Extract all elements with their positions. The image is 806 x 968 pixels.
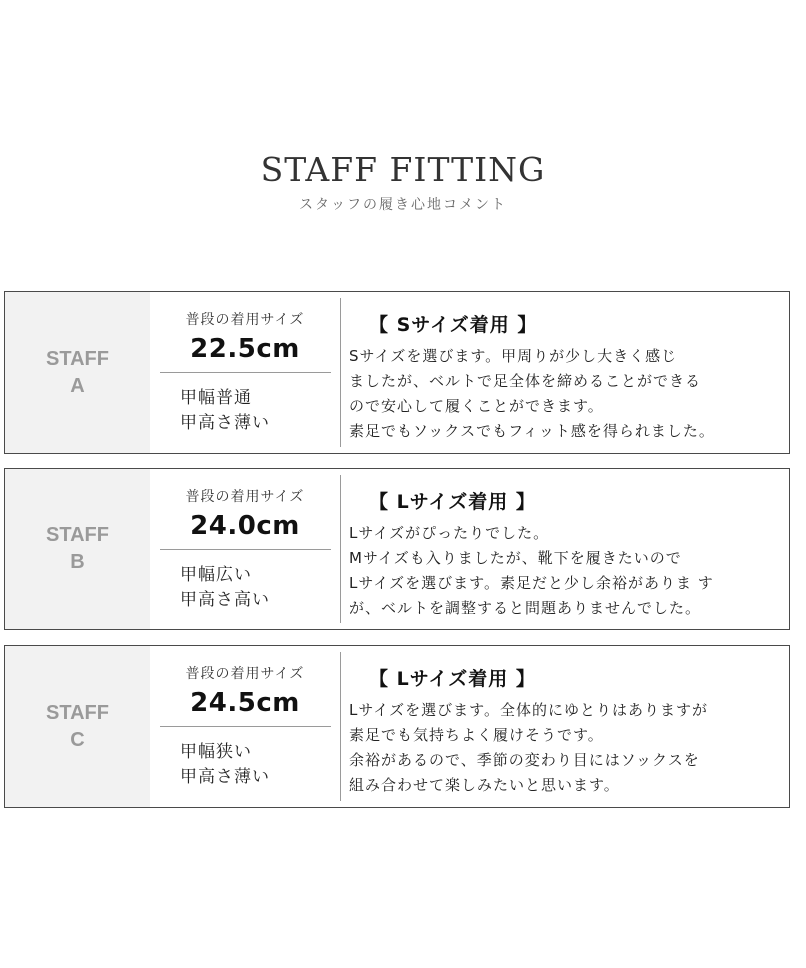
comment-body — [349, 521, 785, 621]
size-info — [150, 292, 340, 453]
comment-body — [349, 698, 785, 798]
page-title: STAFF FITTING — [260, 150, 546, 189]
staff-label — [5, 469, 150, 629]
staff-card-a — [4, 291, 790, 454]
comment-line: 余裕があるので、季節の変わり目にはソックスを — [349, 751, 700, 769]
size-divider — [160, 549, 331, 550]
comment-line: Lサイズを選びます。全体的にゆとりはありますが — [349, 701, 708, 719]
staff-label — [5, 646, 150, 807]
column-divider — [340, 298, 341, 447]
usual-size-value: 22.5cm — [190, 334, 300, 364]
foot-width: 甲幅狭い — [180, 742, 252, 762]
comment-line: ので安心して履くことができます。 — [349, 397, 604, 415]
comment-line: Mサイズも入りましたが、靴下を履きたいので — [349, 549, 682, 567]
size-divider — [160, 726, 331, 727]
size-info — [150, 646, 340, 807]
comment-heading: 【 Lサイズ着用 】 — [369, 668, 536, 690]
size-info — [150, 469, 340, 629]
usual-size-label: 普段の着用サイズ — [185, 312, 305, 328]
staff-label — [5, 292, 150, 453]
foot-width: 甲幅広い — [180, 565, 252, 585]
comment-line: 素足でもソックスでもフィット感を得られました。 — [349, 422, 715, 440]
foot-height: 甲高さ薄い — [180, 767, 270, 787]
comment-line: Sサイズを選びます。甲周りが少し大きく感じ — [349, 347, 678, 365]
comment-body — [349, 344, 785, 444]
staff-card-b — [4, 468, 790, 630]
page-header — [0, 150, 806, 214]
comment-line: Lサイズがぴったりでした。 — [349, 524, 550, 542]
page-subtitle: スタッフの履き心地コメント — [299, 197, 507, 213]
foot-shape — [180, 563, 270, 613]
size-divider — [160, 372, 331, 373]
usual-size-label: 普段の着用サイズ — [185, 489, 305, 505]
comment-heading: 【 Lサイズ着用 】 — [369, 491, 536, 513]
foot-shape — [180, 386, 270, 436]
comment-heading: 【 Sサイズ着用 】 — [369, 314, 538, 336]
staff-label-line1: STAFF — [46, 701, 109, 724]
comment — [349, 292, 785, 444]
comment — [349, 469, 785, 621]
comment-line: が、ベルトを調整すると問題ありませんでした。 — [349, 599, 702, 617]
foot-shape — [180, 740, 270, 790]
staff-label-line2: B — [70, 551, 85, 573]
foot-height: 甲高さ薄い — [180, 413, 270, 433]
comment — [349, 646, 785, 798]
staff-label-line2: A — [70, 374, 85, 397]
comment-line: Lサイズを選びます。素足だと少し余裕がありま す — [349, 574, 714, 592]
staff-card-c — [4, 645, 790, 808]
column-divider — [340, 475, 341, 623]
usual-size-value: 24.5cm — [190, 688, 300, 718]
usual-size-value: 24.0cm — [190, 511, 300, 541]
staff-label-line2: C — [70, 728, 85, 751]
foot-height: 甲高さ高い — [180, 590, 270, 610]
staff-label-line1: STAFF — [46, 524, 109, 546]
staff-label-line1: STAFF — [46, 347, 109, 370]
comment-line: 素足でも気持ちよく履けそうです。 — [349, 726, 604, 744]
comment-line: ましたが、ベルトで足全体を締めることができる — [349, 372, 702, 390]
comment-line: 組み合わせて楽しみたいと思います。 — [349, 776, 620, 794]
column-divider — [340, 652, 341, 801]
usual-size-label: 普段の着用サイズ — [185, 666, 305, 682]
foot-width: 甲幅普通 — [180, 388, 252, 408]
